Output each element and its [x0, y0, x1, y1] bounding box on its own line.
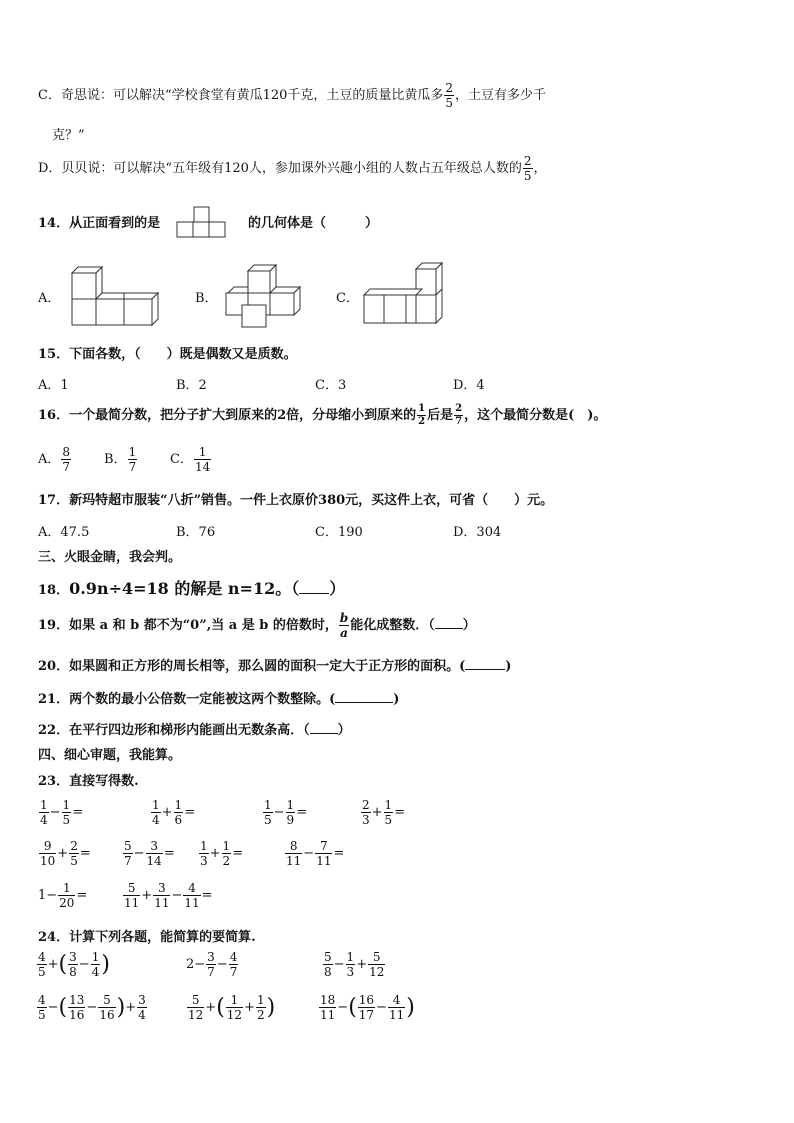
- q21-close: ): [393, 692, 400, 707]
- q23-expr: $\frac{2}{3}$ + $\frac{1}{5}$ =: [362, 798, 406, 827]
- q22-close: ）: [337, 723, 351, 738]
- option-label: C．: [170, 452, 193, 467]
- q13-d-text: D．贝贝说：可以解决“五年级有120人，参加课外兴趣小组的人数占五年级总人数的: [38, 161, 522, 176]
- answer-blank[interactable]: [335, 702, 393, 703]
- q19-text-b: 能化成整数．（: [350, 618, 435, 633]
- q13-option-c: [38, 82, 546, 109]
- q23-expr: $\frac{5}{7}$ − $\frac{3}{14}$ =: [124, 839, 175, 868]
- q24-title: 24．计算下列各题，能简算的要简算.: [38, 930, 256, 945]
- q17-option-d: D．304: [453, 525, 502, 540]
- solid-figure-a: [68, 263, 164, 329]
- q23-expr: $\frac{1}{4}$ + $\frac{1}{6}$ =: [152, 798, 196, 827]
- q23-expr: 1− $\frac{1}{20}$ =: [38, 881, 88, 910]
- answer-blank[interactable]: [435, 628, 463, 629]
- q24-expr-6: $\frac{18}{11}$ −( $\frac{16}{17}$ − $\frac{4}{11}$ ): [320, 993, 415, 1022]
- answer-blank[interactable]: [299, 593, 329, 594]
- q14-question: [38, 212, 160, 231]
- q17-option-c: C．190: [315, 525, 363, 540]
- q14-question-b: [248, 212, 378, 231]
- front-view-figure: [175, 205, 227, 239]
- q24-expr-2: 2− $\frac{3}{7}$ − $\frac{4}{7}$: [186, 950, 238, 979]
- q19-question: [38, 612, 476, 639]
- fraction: $\frac{2}{5}$: [445, 81, 454, 110]
- q14-text-a: 14．从正面看到的是: [38, 216, 161, 231]
- q13-c-text-c: 克？”: [52, 128, 85, 143]
- section-3-heading: 三、火眼金睛，我会判。: [38, 550, 182, 565]
- q21-text: 21．两个数的最小公倍数一定能被这两个数整除。(: [38, 692, 336, 707]
- q20-close: ): [505, 659, 512, 674]
- q24-expr-1: $\frac{4}{5}$ +( $\frac{3}{8}$ − $\frac{1}{4}$ ): [38, 950, 110, 979]
- answer-blank[interactable]: [310, 733, 338, 734]
- q15-question: 15．下面各数，（ ）既是偶数又是质数。: [38, 347, 297, 362]
- q15-option-b: B．2: [176, 378, 207, 393]
- fraction: $\frac{1}{14}$: [194, 445, 211, 474]
- q14-text-b: 的几何体是（ ）: [248, 216, 379, 231]
- fraction: $\frac{2}{7}$: [455, 403, 463, 427]
- q13-c-text: C．奇思说：可以解决“学校食堂有黄瓜120千克，土豆的质量比黄瓜多: [38, 88, 444, 103]
- q18-text: 0.9n÷4=18 的解是 n=12。（: [69, 579, 300, 598]
- q15-option-d: D．4: [453, 378, 485, 393]
- q13-option-d: [38, 155, 547, 182]
- q24-expr-4: $\frac{4}{5}$ −( $\frac{13}{16}$ − $\frac{5}{16}$ )+ $\frac{3}{4}$: [38, 993, 146, 1022]
- q23-expr: $\frac{1}{3}$ + $\frac{1}{2}$ =: [200, 839, 244, 868]
- q20-text: 20．如果圆和正方形的周长相等，那么圆的面积一定大于正方形的面积。(: [38, 659, 466, 674]
- q17-option-a: A．47.5: [38, 525, 90, 540]
- q19-text-a: 19．如果 a 和 b 都不为“0”,当 a 是 b 的倍数时，: [38, 618, 338, 633]
- q23-expr: $\frac{1}{4}$ − $\frac{1}{5}$ =: [40, 798, 84, 827]
- q23-expr: $\frac{8}{11}$ − $\frac{7}{11}$ =: [286, 839, 345, 868]
- q13-option-c-cont: [52, 124, 85, 143]
- solid-figure-c: [362, 261, 446, 327]
- q18-close: ）: [329, 579, 346, 598]
- q19-close: ）: [462, 618, 476, 633]
- fraction: $\frac{1}{7}$: [128, 445, 137, 474]
- q16-text-a: 16．一个最简分数，把分子扩大到原来的2倍，分母缩小到原来的: [38, 408, 417, 423]
- q24-expr-5: $\frac{5}{12}$ +( $\frac{1}{12}$ + $\frac{1}{2}$ ): [188, 993, 276, 1022]
- answer-blank[interactable]: [465, 669, 505, 670]
- fraction: $\frac{1}{2}$: [418, 403, 426, 427]
- q22-question: [38, 719, 351, 738]
- q24-expr-3: $\frac{5}{8}$ − $\frac{1}{3}$ + $\frac{5}{12}$: [324, 950, 385, 979]
- q13-d-text-b: ，: [533, 161, 547, 176]
- q16-text-c: ，这个最简分数是( )。: [464, 408, 607, 423]
- q23-expr: $\frac{5}{11}$ + $\frac{3}{11}$ − $\frac{4}{11}$ =: [124, 881, 213, 910]
- fraction: $\frac{2}{5}$: [523, 154, 532, 183]
- q21-question: [38, 688, 399, 707]
- q18-number: 18．: [38, 583, 70, 598]
- q22-text: 22．在平行四边形和梯形内能画出无数条高．（: [38, 723, 310, 738]
- q18-question: [38, 576, 345, 599]
- q14-option-a: A．: [38, 291, 61, 306]
- q20-question: [38, 655, 511, 674]
- q17-option-b: B．76: [176, 525, 216, 540]
- q23-expr: $\frac{1}{5}$ − $\frac{1}{9}$ =: [264, 798, 308, 827]
- q23-expr: $\frac{9}{10}$ + $\frac{2}{5}$ =: [40, 839, 91, 868]
- q16-question: [38, 404, 606, 427]
- fraction: $\frac{b}{a}$: [339, 611, 349, 640]
- q23-title: 23．直接写得数.: [38, 774, 139, 789]
- q15-option-a: A．1: [38, 378, 69, 393]
- q15-option-c: C．3: [315, 378, 347, 393]
- q14-option-c: C．: [336, 291, 359, 306]
- q13-c-text-b: ，土豆有多少千: [455, 88, 547, 103]
- q16-option-b: [104, 446, 138, 473]
- q16-text-b: 后是: [427, 408, 454, 423]
- option-label: A．: [38, 452, 61, 467]
- option-label: B．: [104, 452, 127, 467]
- solid-figure-b: [224, 261, 306, 329]
- q17-question: 17．新玛特超市服装“八折”销售。一件上衣原价380元，买这件上衣，可省（ ）元。: [38, 493, 554, 508]
- q16-option-a: [38, 446, 72, 473]
- q16-option-c: [170, 446, 212, 473]
- fraction: $\frac{8}{7}$: [62, 445, 71, 474]
- section-4-heading: 四、细心审题，我能算。: [38, 748, 182, 763]
- q14-option-b: B．: [195, 291, 218, 306]
